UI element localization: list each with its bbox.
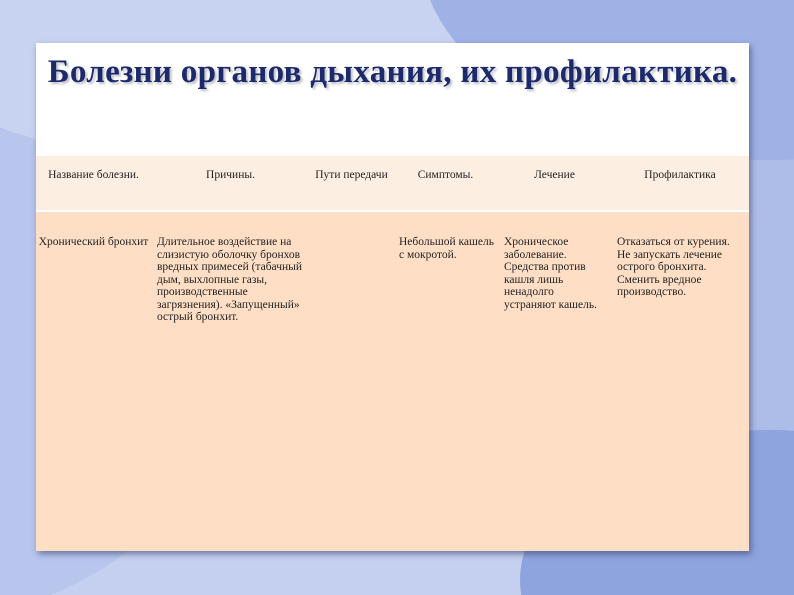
cell-symptoms: Небольшой кашель с мокротой. xyxy=(399,236,494,261)
disease-table xyxy=(36,156,749,551)
cell-causes: Длительное воздействие на слизистую оболочку бронхов вредных примесей (табачный дым, выхлопные газы, производственные загрязнения). «Запущенный» острый бронхит. xyxy=(157,236,303,323)
header-prevention: Профилактика xyxy=(644,169,716,181)
header-causes: Причины. xyxy=(206,169,255,181)
table-row xyxy=(36,211,749,551)
header-treatment: Лечение xyxy=(534,169,575,181)
cell-disease-name: Хронический бронхит xyxy=(38,236,149,248)
header-symptoms: Симптомы. xyxy=(417,169,474,181)
header-transmission: Пути передачи xyxy=(315,169,388,181)
cell-prevention: Отказаться от курения. Не запускать лечение острого бронхита. Сменить вредное производство. xyxy=(617,236,730,298)
table-header-row xyxy=(36,156,749,211)
header-disease-name: Название болезни. xyxy=(48,169,139,181)
cell-transmission xyxy=(310,211,393,551)
slide-title: Болезни органов дыхания, их профилактика. xyxy=(47,54,738,90)
slide xyxy=(36,43,749,551)
cell-treatment: Хроническое заболевание. Средства против кашля лишь ненадолго устраняют кашель. xyxy=(504,236,597,311)
